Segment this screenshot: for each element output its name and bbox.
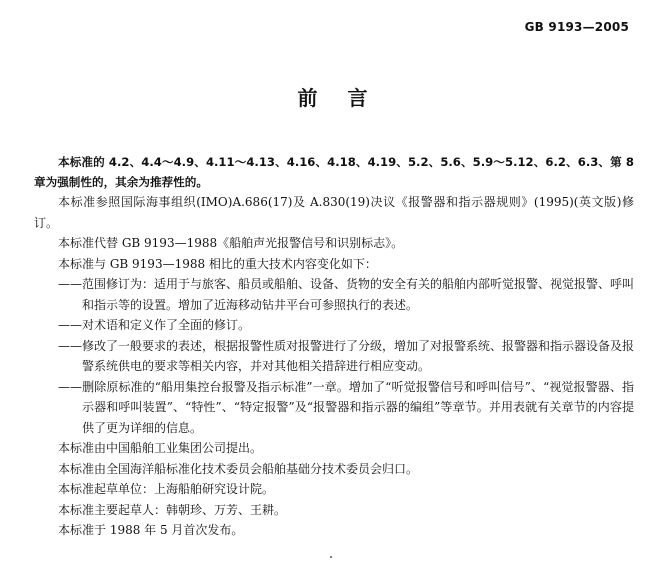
page-dot-mark [330, 556, 332, 558]
paragraph-drafters: 本标准主要起草人：韩朝珍、万芳、王耕。 [58, 502, 287, 517]
paragraph-changes-intro: 本标准与 GB 9193—1988 相比的重大技术内容变化如下： [58, 256, 377, 271]
paragraph-proposed-by: 本标准由中国船舶工业集团公司提出。 [58, 441, 263, 455]
paragraph-mandatory-clauses: 本标准的 4.2、4.4～4.9、4.11～4.13、4.16、4.18、4.19、5.2、5.6、5.9～5.12、6.2、6.3、第 8 章为强制性的，其余为推荐性的。 [34, 155, 634, 189]
change-item-terms: ——对术语和定义作了全面的修订。 [58, 318, 251, 332]
paragraph-centralized-by: 本标准由全国海洋船标准化技术委员会船舶基础分技术委员会归口。 [58, 461, 419, 476]
paragraph-drafting-unit: 本标准起草单位：上海船舶研究设计院。 [58, 482, 275, 496]
standard-code: GB 9193—2005 [524, 20, 629, 34]
change-item-scope: ——范围修订为：适用于与旅客、船员或船舶、设备、货物的安全有关的船舶内部听觉报警、视觉报警、呼叫和指示等的设置。增加了近海移动钻井平台可参照执行的表述。 [58, 277, 635, 312]
change-item-general-requirements: ——修改了一般要求的表述，根据报警性质对报警进行了分级，增加了对报警系统、报警器和指示器设备及报警系统供电的要求等相关内容，并对其他相关措辞进行相应变动。 [58, 338, 635, 373]
change-item-chapters: ——删除原标准的“船用集控台报警及指示标准”一章。增加了“听觉报警信号和呼叫信号”、“视觉报警器、指示器和呼叫装置”、“特性”、“特定报警”及“报警器和指示器的编组”等章节。并用表就有关章节的内容提供了更为详细的信息。 [58, 379, 634, 435]
document-body [34, 152, 634, 541]
paragraph-first-issued: 本标准于 1988 年 5 月首次发布。 [58, 523, 244, 537]
page-title: 前言 [297, 86, 398, 110]
paragraph-replaces: 本标准代替 GB 9193—1988《船舶声光报警信号和识别标志》。 [58, 236, 404, 250]
paragraph-reference: 本标准参照国际海事组织(IMO)A.686(17)及 A.830(19)决议《报警器和指示器规则》(1995)(英文版)修订。 [34, 195, 634, 230]
